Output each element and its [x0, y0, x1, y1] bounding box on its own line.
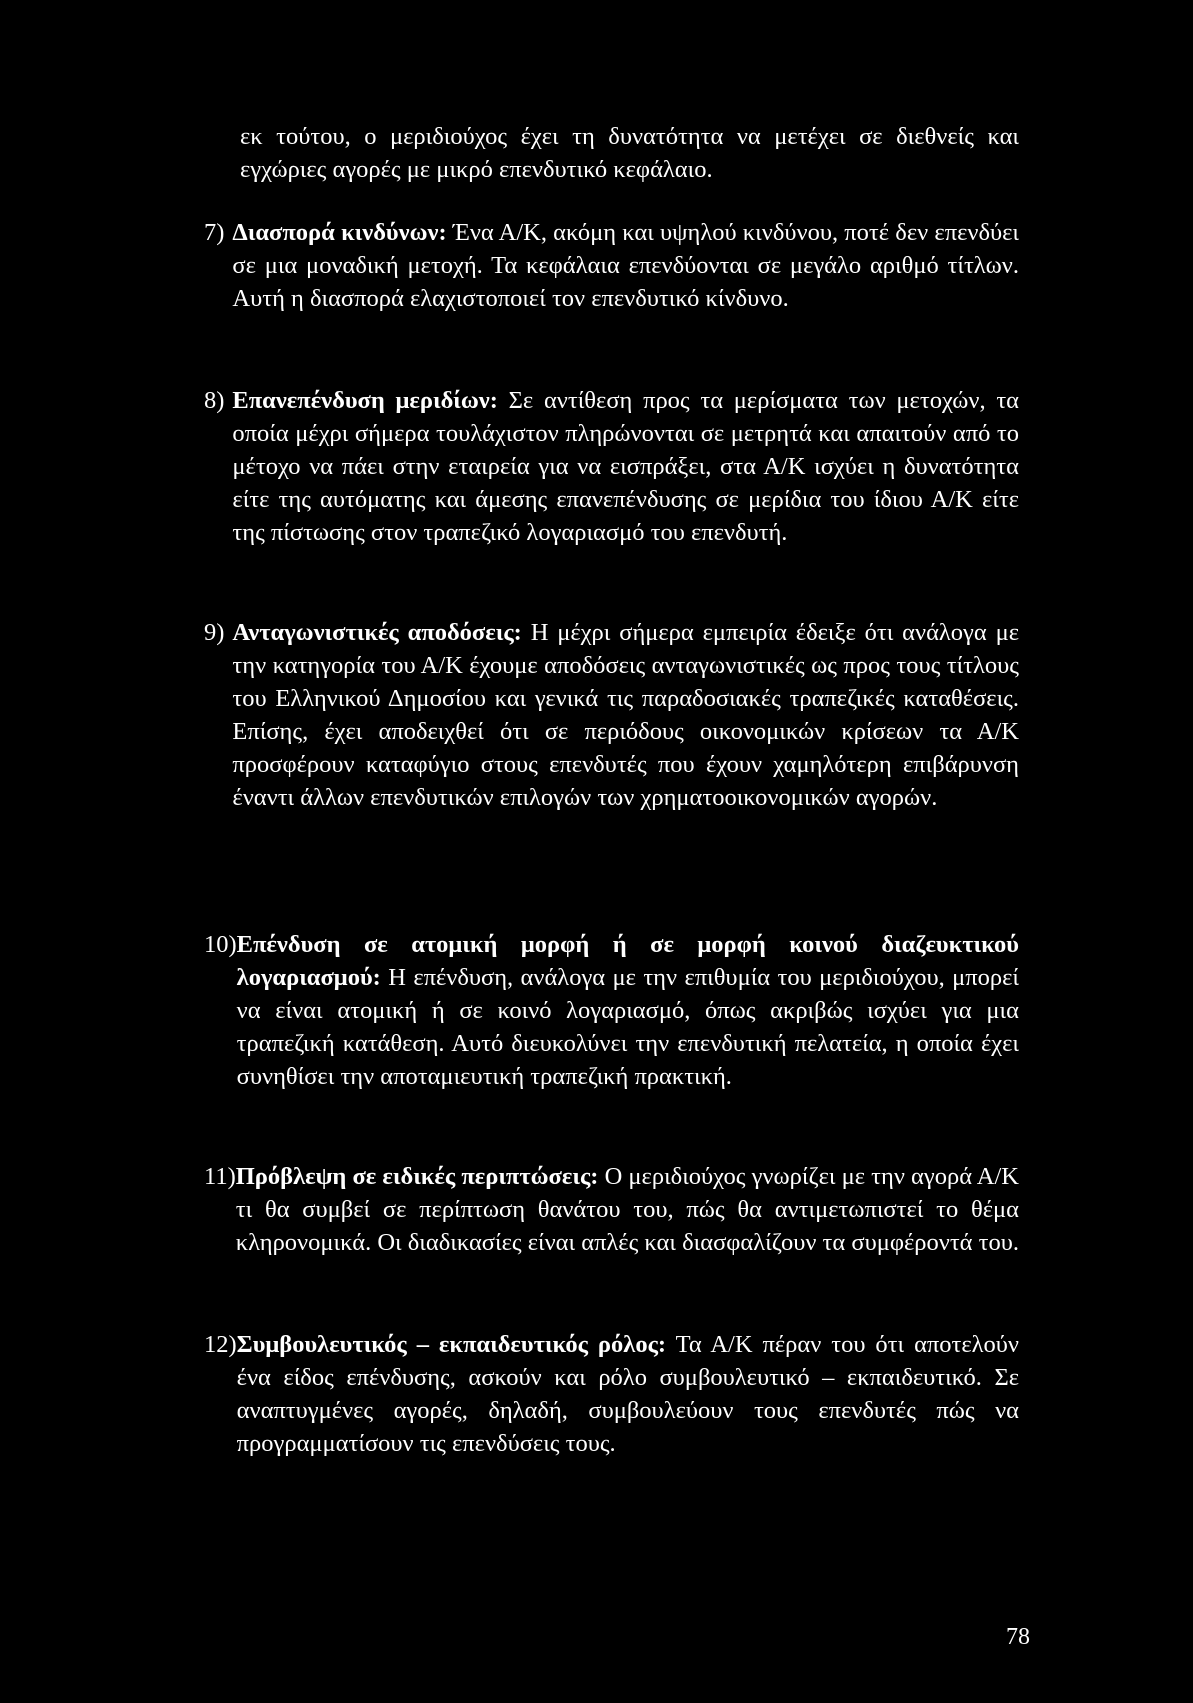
- item-number: 9): [204, 619, 225, 646]
- list-item-10: [204, 928, 1019, 1093]
- item-heading: Ανταγωνιστικές αποδόσεις:: [232, 619, 522, 646]
- item-text: Σε αντίθεση προς τα μερίσματα των μετοχών, τα οποία μέχρι σήμερα τουλάχιστον πληρώνονται σε μετρητά και απαιτούν από το μέτοχο να πάει στην εταιρεία για να εισπράξει, στα Α/Κ ισχύει η δυνατότητα είτε της αυτόματης και άμεσης επανεπένδυσης σε μερίδια του ίδιου Α/Κ είτε της πίστωσης στον τραπεζικό λογαριασμό του επενδυτή.: [232, 387, 1020, 546]
- item-text: Ο μεριδιούχος γνωρίζει με την αγορά Α/Κ τι θα συμβεί σε περίπτωση θανάτου του, πώς θα αντιμετωπιστεί το θέμα κληρονομικά. Οι διαδικασίες είναι απλές και διασφαλίζουν τα συμφέροντά του.: [235, 1163, 1020, 1256]
- page-number: 78: [1006, 1624, 1030, 1650]
- item-number: 11): [204, 1163, 236, 1190]
- item-body: [237, 1328, 1019, 1460]
- item-text: Ένα Α/Κ, ακόμη και υψηλού κινδύνου, ποτέ δεν επενδύει σε μια μοναδική μετοχή. Τα κεφάλαια επενδύονται σε μεγάλο αριθμό τίτλων. Αυτή η διασπορά ελαχιστοποιεί τον επενδυτικό κίνδυνο.: [232, 219, 1019, 312]
- list-item-8: [204, 384, 1019, 549]
- item-body: [236, 1160, 1019, 1259]
- item-body: [232, 216, 1019, 315]
- item-body: [232, 384, 1019, 549]
- item-heading: Επανεπένδυση μεριδίων:: [232, 387, 498, 414]
- intro-paragraph: εκ τούτου, ο μεριδιούχος έχει τη δυνατότητα να μετέχει σε διεθνείς και εγχώριες αγορές με μικρό επενδυτικό κεφάλαιο.: [240, 123, 1019, 183]
- list-item-7: [204, 216, 1019, 315]
- item-heading: Πρόβλεψη σε ειδικές περιπτώσεις:: [235, 1163, 599, 1190]
- item-number: 7): [204, 219, 225, 246]
- item-heading: Συμβουλευτικός – εκπαιδευτικός ρόλος:: [236, 1331, 667, 1358]
- item-text: Η μέχρι σήμερα εμπειρία έδειξε ότι ανάλογα με την κατηγορία του Α/Κ έχουμε αποδόσεις ανταγωνιστικές ως προς τους τίτλους του Ελληνικού Δημοσίου και γενικά τις παραδοσιακές τραπεζικές καταθέσεις. Επίσης, έχει αποδειχθεί ότι σε περιόδους οικονομικών κρίσεων τα Α/Κ προσφέρουν καταφύγιο στους επενδυτές που έχουν χαμηλότερη επιβάρυνση έναντι άλλων επενδυτικών επιλογών των χρηματοοικονομικών αγορών.: [232, 619, 1019, 811]
- list-item-9: [204, 616, 1019, 814]
- item-text: Η επένδυση, ανάλογα με την επιθυμία του μεριδιούχου, μπορεί να είναι ατομική ή σε κοινό λογαριασμό, όπως ακριβώς ισχύει για μια τραπεζική κατάθεση. Αυτό διευκολύνει την επενδυτική πελατεία, η οποία έχει συνηθίσει την αποταμιευτική τραπεζική πρακτική.: [236, 964, 1019, 1090]
- item-body: [232, 616, 1019, 814]
- item-text: Τα Α/Κ πέραν του ότι αποτελούν ένα είδος επένδυσης, ασκούν και ρόλο συμβουλευτικό – εκπαιδευτικό. Σε αναπτυγμένες αγορές, δηλαδή, συμβουλεύουν τους επενδυτές πώς να προγραμματίσουν τις επενδύσεις τους.: [236, 1331, 1020, 1457]
- item-number: 8): [204, 387, 225, 414]
- list-item-11: [204, 1160, 1019, 1259]
- list-item-12: [204, 1328, 1019, 1460]
- item-heading: Επένδυση σε ατομική μορφή ή σε μορφή κοινού διαζευκτικού λογαριασμού:: [236, 931, 1019, 991]
- item-heading: Διασπορά κινδύνων:: [232, 219, 447, 246]
- item-number: 10): [204, 931, 237, 958]
- item-body: [237, 928, 1019, 1093]
- item-number: 12): [204, 1331, 237, 1358]
